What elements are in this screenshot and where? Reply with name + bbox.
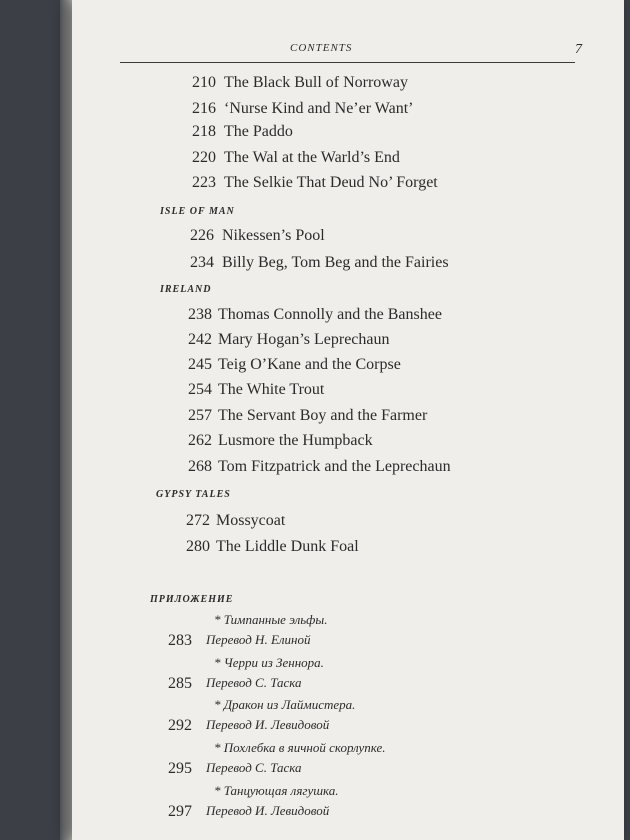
entry-page: 234 xyxy=(190,254,214,271)
appendix-page: 292 xyxy=(168,717,192,734)
appendix-page: 297 xyxy=(168,803,192,820)
toc-entry xyxy=(72,149,624,175)
entry-title: Mossycoat xyxy=(216,512,286,529)
appendix-title: * Танцующая лягушка. xyxy=(214,783,339,798)
entry-page: 268 xyxy=(188,458,212,475)
book-page xyxy=(72,0,624,840)
entry-title: The Selkie That Deud No’ Forget xyxy=(224,174,438,191)
entry-title: Lusmore the Humpback xyxy=(218,432,373,449)
page-number: 7 xyxy=(575,42,582,57)
appendix-title: * Черри из Зеннора. xyxy=(214,655,324,670)
entry-title: The Paddo xyxy=(224,123,293,140)
toc-entry xyxy=(72,331,624,357)
appendix-page: 283 xyxy=(168,632,192,649)
section-heading-isle-of-man: ISLE OF MAN xyxy=(160,206,235,217)
toc-entry xyxy=(72,227,624,253)
entry-page: 262 xyxy=(188,432,212,449)
section-heading-ireland: IRELAND xyxy=(160,284,212,295)
toc-entry xyxy=(72,306,624,332)
toc-entry xyxy=(72,407,624,433)
entry-page: 242 xyxy=(188,331,212,348)
toc-entry xyxy=(72,254,624,280)
entry-title: Thomas Connolly and the Banshee xyxy=(218,306,442,323)
entry-page: 220 xyxy=(192,149,216,166)
entry-page: 238 xyxy=(188,306,212,323)
appendix-entry xyxy=(72,612,624,654)
entry-title: ‘Nurse Kind and Ne’er Want’ xyxy=(224,100,414,117)
toc-entry xyxy=(72,538,624,564)
entry-title: Tom Fitzpatrick and the Leprechaun xyxy=(218,458,451,475)
entry-page: 223 xyxy=(192,174,216,191)
entry-title: Mary Hogan’s Leprechaun xyxy=(218,331,390,348)
toc-entry xyxy=(72,356,624,382)
section-heading-gypsy-tales: GYPSY TALES xyxy=(156,489,231,500)
entry-page: 216 xyxy=(192,100,216,117)
page-header xyxy=(72,42,624,62)
appendix-title: * Тимпанные эльфы. xyxy=(214,612,328,627)
entry-page: 218 xyxy=(192,123,216,140)
section-heading-appendix: ПРИЛОЖЕНИЕ xyxy=(150,594,234,605)
entry-title: The Black Bull of Norroway xyxy=(224,74,408,91)
toc-entry xyxy=(72,432,624,458)
toc-entry xyxy=(72,74,624,100)
appendix-translator: Перевод С. Таска xyxy=(206,675,302,690)
entry-page: 226 xyxy=(190,227,214,244)
toc-entry xyxy=(72,512,624,538)
entry-title: Billy Beg, Tom Beg and the Fairies xyxy=(222,254,449,271)
toc-entry xyxy=(72,123,624,149)
entry-title: The White Trout xyxy=(218,381,325,398)
header-rule xyxy=(120,62,575,63)
entry-title: Teig O’Kane and the Corpse xyxy=(218,356,401,373)
entry-title: The Wal at the Warld’s End xyxy=(224,149,400,166)
appendix-page: 295 xyxy=(168,760,192,777)
entry-title: The Servant Boy and the Farmer xyxy=(218,407,428,424)
toc-entry xyxy=(72,458,624,484)
appendix-entry xyxy=(72,783,624,825)
appendix-translator: Перевод И. Левидовой xyxy=(206,803,330,818)
entry-page: 280 xyxy=(186,538,210,555)
appendix-title: * Похлебка в яичной скорлупке. xyxy=(214,740,386,755)
entry-page: 245 xyxy=(188,356,212,373)
appendix-title: * Дракон из Лаймистера. xyxy=(214,697,356,712)
entry-title: Nikessen’s Pool xyxy=(222,227,325,244)
entry-title: The Liddle Dunk Foal xyxy=(216,538,359,555)
appendix-translator: Перевод С. Таска xyxy=(206,760,302,775)
appendix-entry xyxy=(72,655,624,697)
appendix-entry xyxy=(72,740,624,782)
appendix-entry xyxy=(72,697,624,739)
appendix-translator: Перевод Н. Елиной xyxy=(206,632,311,647)
entry-page: 210 xyxy=(192,74,216,91)
entry-page: 272 xyxy=(186,512,210,529)
toc-entry xyxy=(72,174,624,200)
appendix-page: 285 xyxy=(168,675,192,692)
toc-entry xyxy=(72,381,624,407)
running-head: CONTENTS xyxy=(290,42,353,54)
appendix-translator: Перевод И. Левидовой xyxy=(206,717,330,732)
entry-page: 257 xyxy=(188,407,212,424)
entry-page: 254 xyxy=(188,381,212,398)
